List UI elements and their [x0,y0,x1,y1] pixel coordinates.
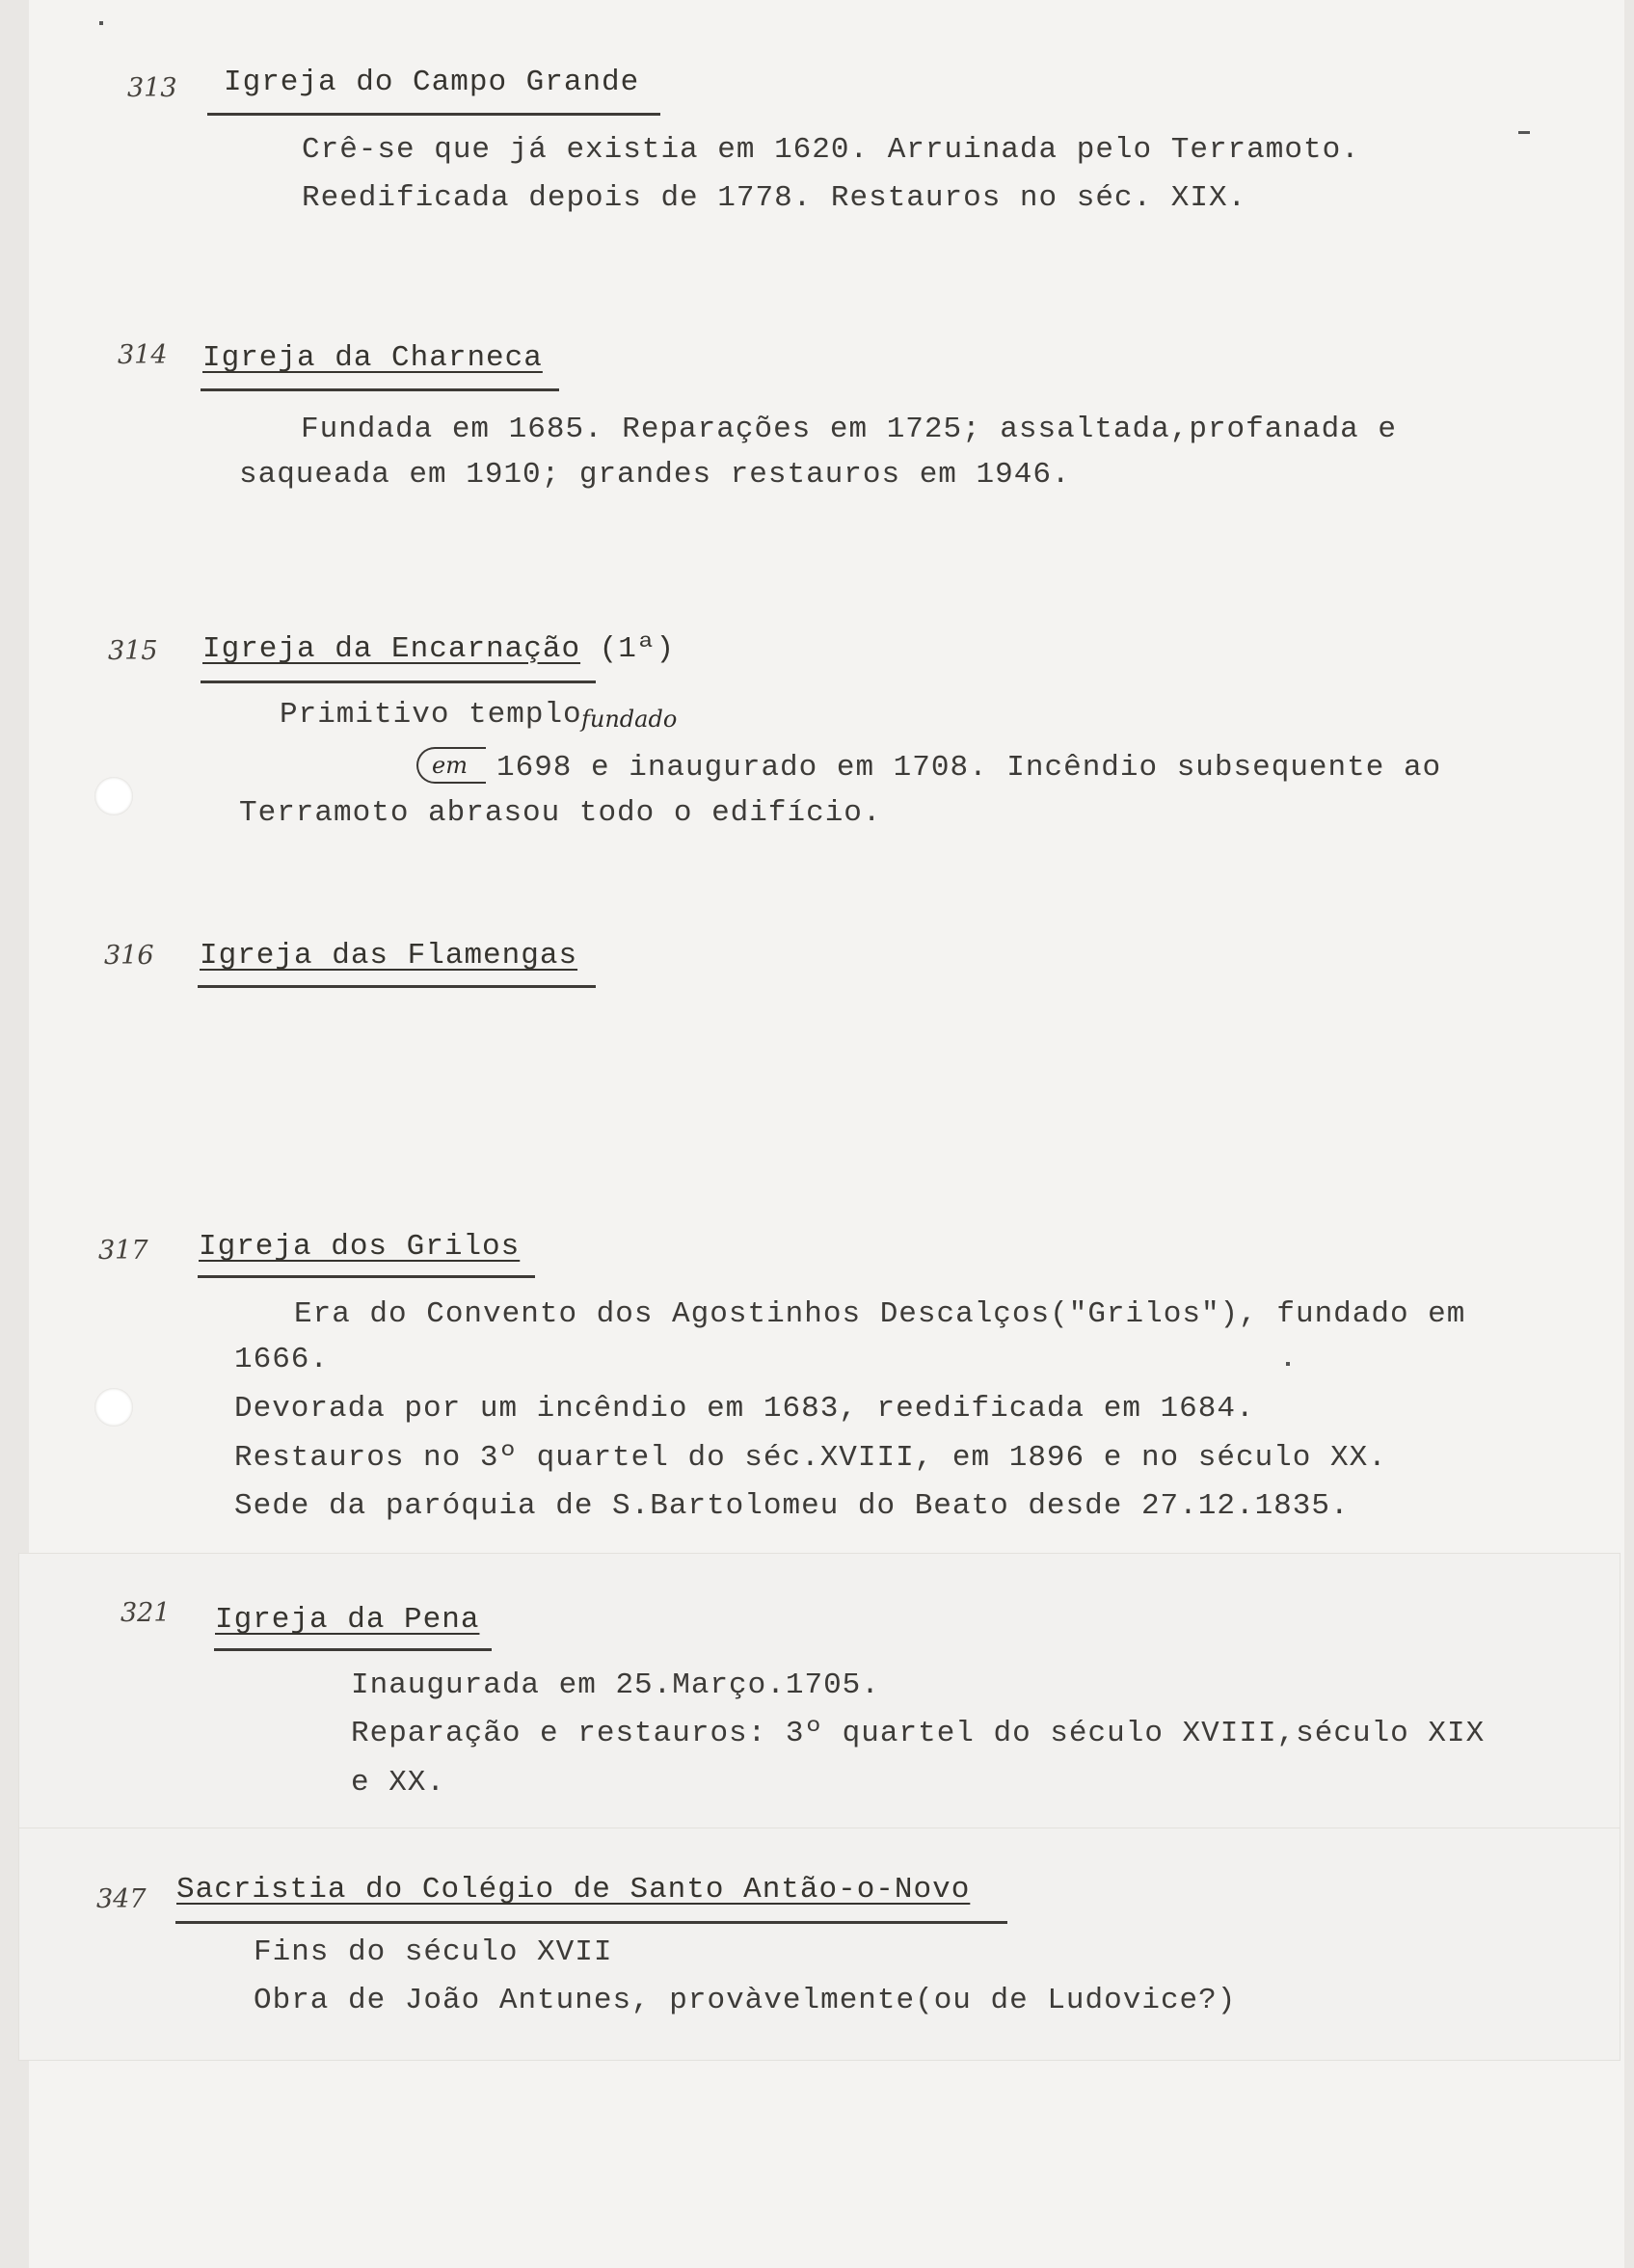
title-underline [198,1275,535,1278]
entry-number: 317 [98,1236,148,1266]
entry-text-line: 1698 e inaugurado em 1708. Incêndio subsequente ao [496,751,1442,785]
entry-title: Igreja do Campo Grande [224,66,640,99]
entry-title: Igreja das Flamengas [200,939,578,973]
entry-number: 315 [108,636,158,666]
entry-title-suffix: (1ª) [599,632,676,666]
entry-text-line: saqueada em 1910; grandes restauros em 1946. [239,458,1071,492]
entry-text-line: Terramoto abrasou todo o edifício. [239,796,882,830]
entry-text-line: Reedificada depois de 1778. Restauros no séc. XIX. [302,181,1247,215]
entry-text-line: 1666. [234,1343,330,1376]
handwritten-annotation: em [432,752,468,779]
title-underline [201,388,559,391]
entry-text-line: e XX. [351,1766,446,1800]
paper-speck [1286,1362,1290,1366]
handwritten-annotation: fundado [581,706,678,733]
entry-text-line: Devorada por um incêndio em 1683, reedificada em 1684. [234,1392,1255,1426]
entry-text-line: Era do Convento dos Agostinhos Descalços("Grilos"), fundado em [294,1297,1466,1331]
entry-text-line: Crê-se que já existia em 1620. Arruinada pelo Terramoto. [302,133,1360,167]
entry-number: 347 [96,1884,147,1914]
punch-hole [94,777,133,815]
entry-text-line: Restauros no 3º quartel do séc.XVIII, em 1896 e no século XX. [234,1441,1387,1475]
entry-text-line: Fins do século XVII [254,1935,613,1969]
title-underline [214,1648,492,1651]
entry-text-line: Fundada em 1685. Reparações em 1725; assaltada,profanada e [301,413,1397,446]
entry-title: Igreja da Charneca [202,341,543,375]
entry-title: Igreja da Pena [215,1603,480,1637]
entry-text-line: Obra de João Antunes, provàvelmente(ou de Ludovice?) [254,1984,1237,2017]
title-underline [201,680,596,683]
entry-title: Sacristia do Colégio de Santo Antão-o-Novo [176,1873,971,1907]
handwritten-bracket [416,747,486,784]
entry-text-line: Reparação e restauros: 3º quartel do século XVIII,século XIX [351,1717,1486,1750]
entry-text-line: Inaugurada em 25.Março.1705. [351,1668,880,1702]
title-underline [175,1921,1007,1924]
entry-number: 321 [121,1598,171,1628]
title-underline [207,113,660,116]
entry-number: 316 [104,941,154,971]
entry-text-line: Primitivo templo [280,698,582,732]
entry-number: 314 [118,340,168,370]
paper-speck [1518,131,1530,134]
entry-title: Igreja da Encarnação (1ª) [202,632,676,666]
entry-title: Igreja dos Grilos [199,1230,521,1264]
entry-text-line: Sede da paróquia de S.Bartolomeu do Beato desde 27.12.1835. [234,1489,1350,1523]
paper-speck [99,21,103,25]
title-underline [198,985,596,988]
punch-hole [94,1388,133,1427]
entry-number: 313 [127,73,177,103]
